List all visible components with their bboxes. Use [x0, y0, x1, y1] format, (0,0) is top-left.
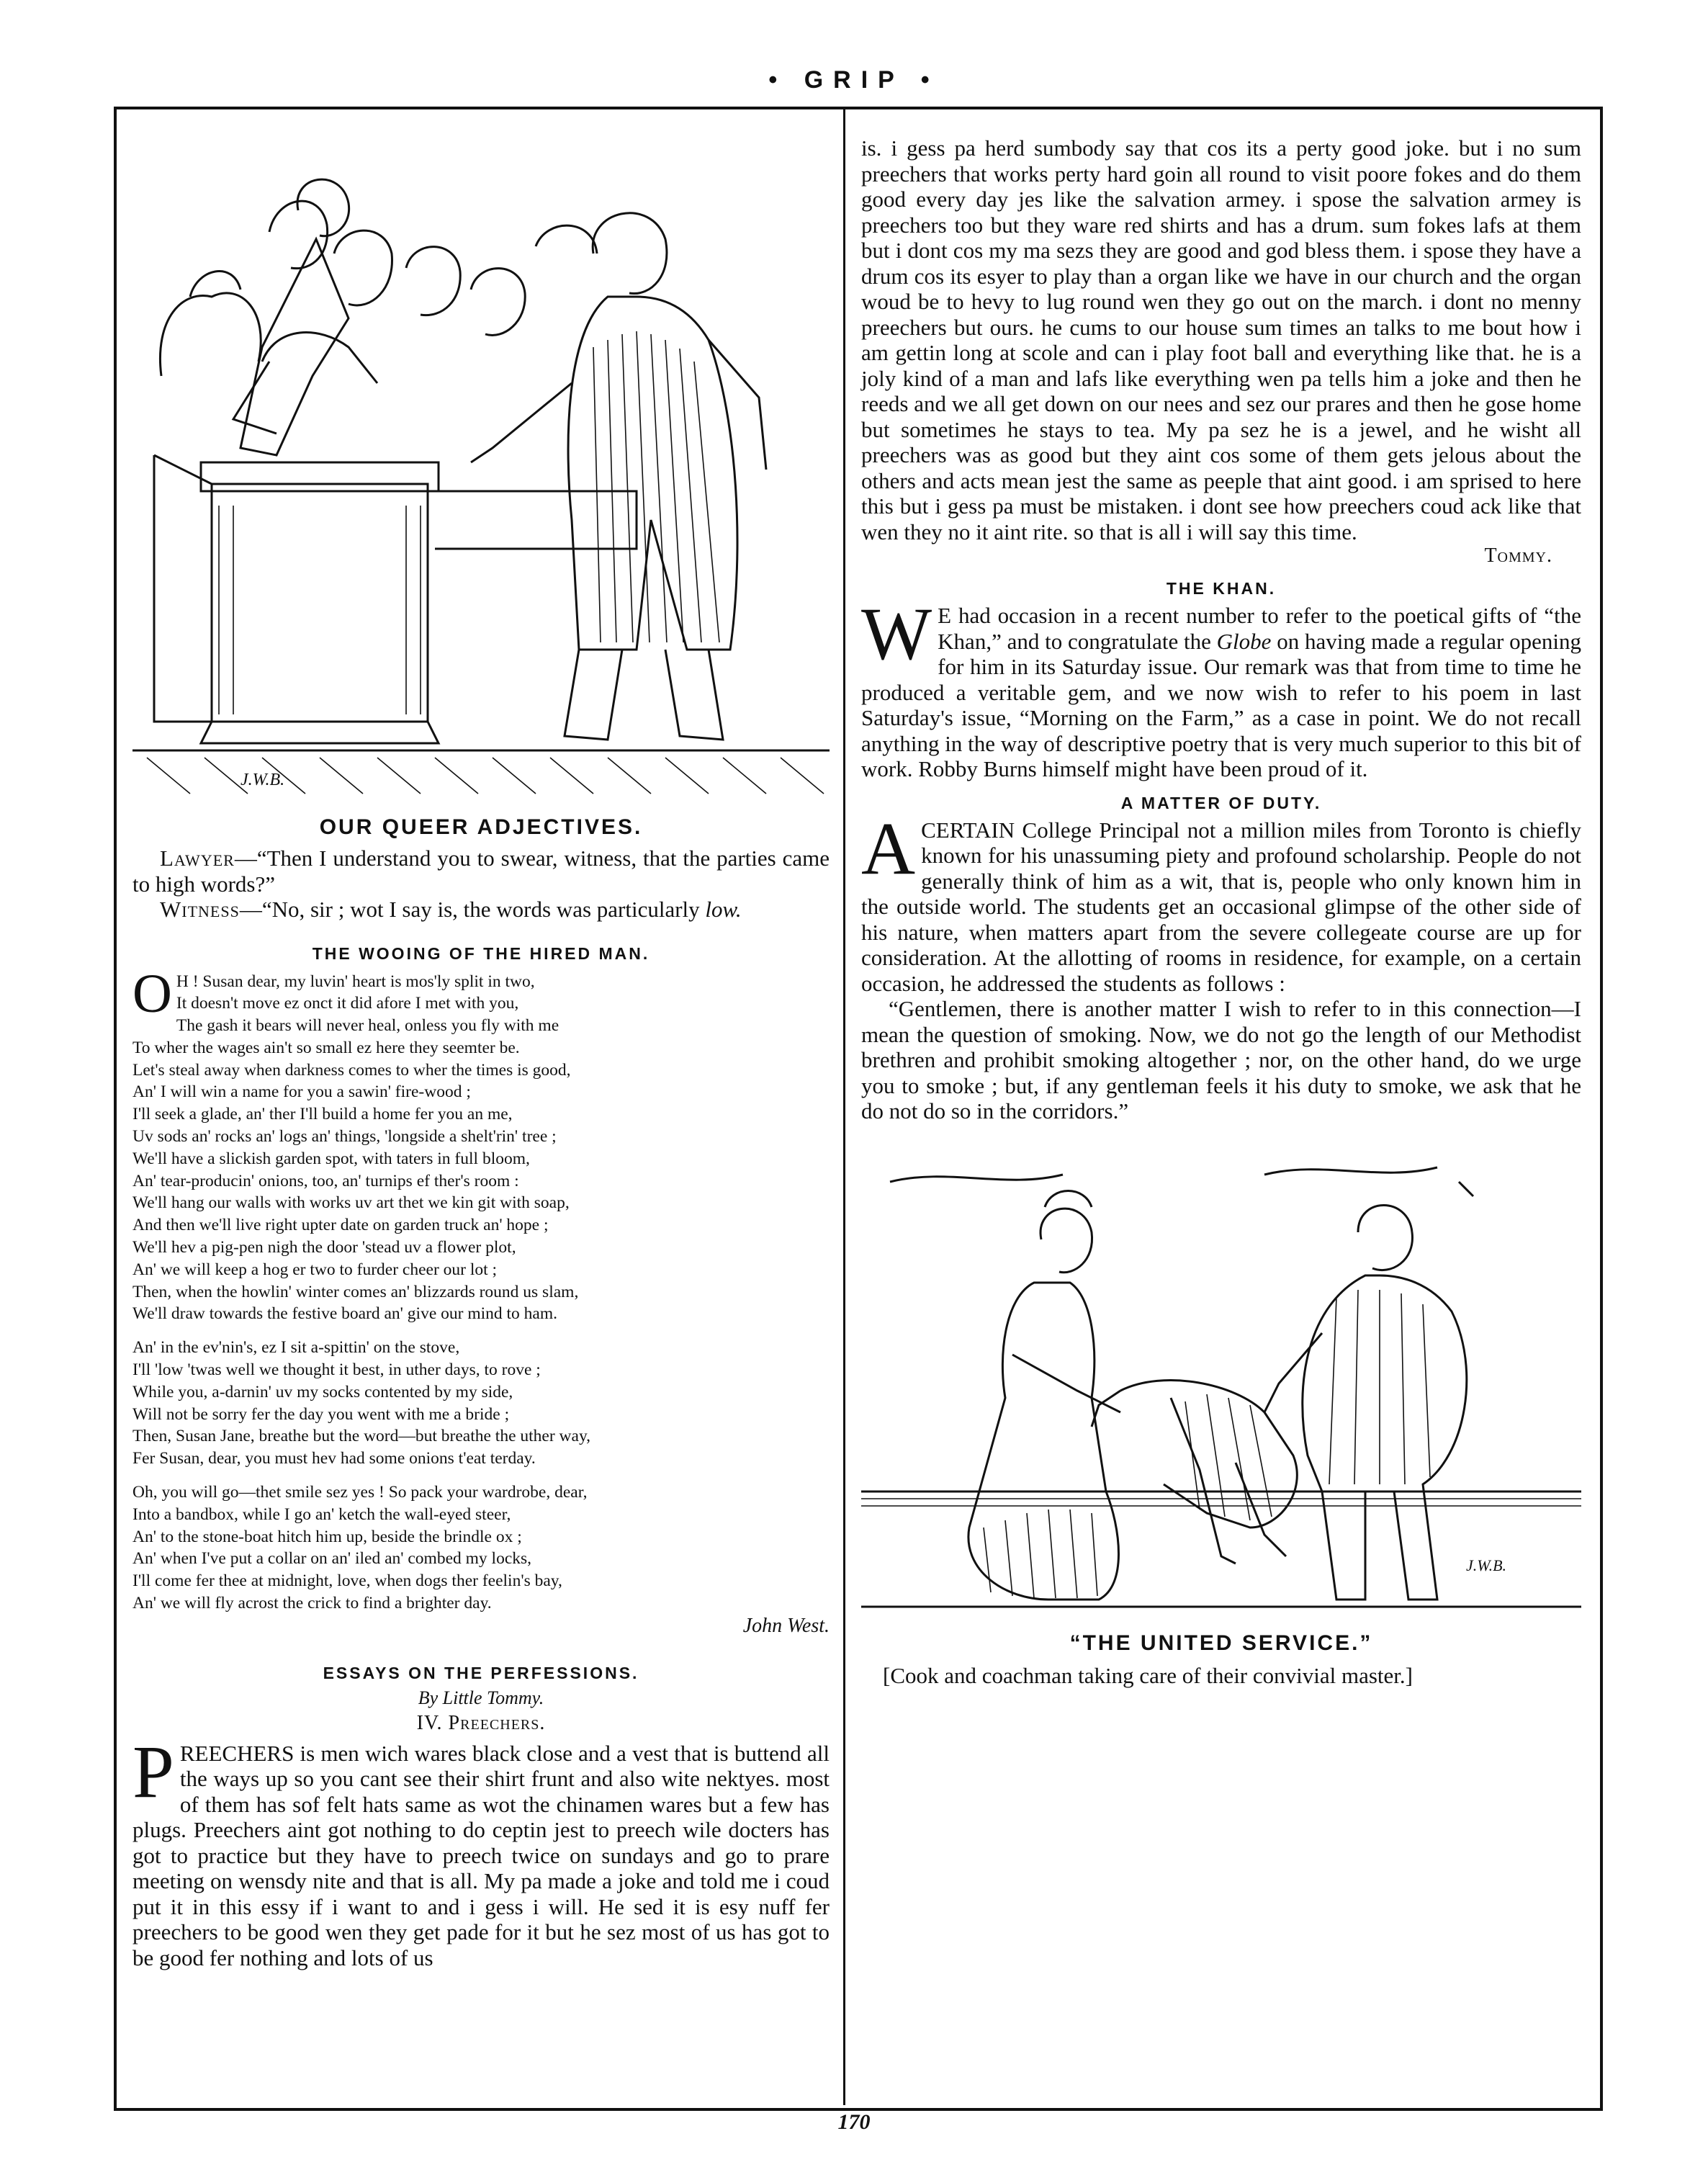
page-number: 170: [837, 2110, 871, 2134]
poem-line: The gash it bears will never heal, onless you fly with me: [176, 1016, 559, 1036]
poem-line: I'll 'low 'twas well we thought it best, in uther days, to rove ;: [132, 1360, 541, 1380]
poem-line: I'll seek a glade, an' ther I'll build a home fer you an me,: [132, 1105, 513, 1124]
poem-line: We'll draw towards the festive board an' give our mind to ham.: [132, 1304, 558, 1324]
essays-text: REECHERS is men wich wares black close and a vest that is buttend all the ways up so you cant see their shirt frunt and also wite nektyes. most of them has sof felt hats same as wot the chinamen wares but a few has plugs. Preechers aint got nothing to do ceptin jest to preech wile docters has got to practice but they have to preech twice on sundays and go to prare meeting on wensdy nite and that is all. My pa made a joke and told me i coud put it in this essy if i want to and i gess i will. He sed it is esy nuff fer preechers to be good wen they get pade for it but he sez most of us has got to be good fer nothing and lots of us: [132, 1740, 830, 1970]
duty-dropcap: A: [861, 807, 916, 890]
khan-text-a: E had occasion in a recent number to refer to the poetical gifts of “the Khan,” and to congratulate the: [938, 603, 1581, 654]
poem-line: An' to the stone-boat hitch him up, beside the brindle ox ;: [132, 1527, 522, 1546]
right-column: [861, 108, 1581, 1688]
essays-body: [132, 1730, 830, 1971]
poem-line: An' I will win a name for you a sawin' fire-wood ;: [132, 1082, 471, 1102]
witness-emphasis: low.: [705, 897, 742, 922]
poem-line: I'll come fer thee at midnight, love, when dogs ther feelin's bay,: [132, 1571, 562, 1591]
essays-section: [132, 1664, 830, 1971]
duty-body: [861, 807, 1581, 1124]
masthead: • GRIP •: [768, 66, 940, 94]
poem-line: To wher the wages ain't so small ez here they seemter be.: [132, 1038, 520, 1057]
stanza-3: [132, 1481, 830, 1615]
essays-subhead: IV. Preechers.: [416, 1711, 546, 1734]
poem-line: An' we will keep a hog er two to furder cheer our lot ;: [132, 1260, 498, 1279]
poem-line: Then, when the howlin' winter comes an' blizzards round us slam,: [132, 1282, 579, 1301]
stanza-1: [132, 963, 830, 1326]
cartoon2-subcaption: [Cook and coachman taking care of their convivial master.]: [883, 1662, 1413, 1688]
essays-byline: By Little Tommy.: [418, 1687, 544, 1708]
wooing-dropcap: O: [132, 963, 172, 1024]
essays-title: ESSAYS ON THE PERFESSIONS.: [323, 1663, 639, 1682]
poem-line: Then, Susan Jane, breathe but the word—but breathe the uther way,: [132, 1427, 591, 1446]
courtroom-cartoon: [132, 145, 830, 807]
poem-line: Let's steal away when darkness comes to wher the times is good,: [132, 1060, 571, 1080]
wooing-title: THE WOOING OF THE HIRED MAN.: [312, 943, 650, 963]
poem-line: We'll hev a pig-pen nigh the door 'stead uv a flower plot,: [132, 1238, 516, 1257]
cartoon2-subcaption-block: [861, 1663, 1581, 1689]
poem-line: While you, a-darnin' uv my socks contented by my side,: [132, 1382, 513, 1401]
poem-line: Fer Susan, dear, you must hev had some onions t'eat terday.: [132, 1449, 536, 1468]
duty-p2: “Gentlemen, there is another matter I wish to refer to in this connection—I mean the question of smoking. Now, we do not go the length of our Methodist brethren and prohibit smoking altogether ; nor, on the other hand, do we urge you to smoke ; but, if any gentleman feels it his duty to smoke, we ask that he do not do so in the corridors.”: [861, 996, 1581, 1123]
lawyer-line: —“Then I understand you to swear, witness, that the parties came to high words?”: [132, 845, 830, 897]
khan-text-b: on having made a regular opening for him in its Saturday issue. Our remark was that from time to time he produced a veritable gem, and we now wish to refer to his poem in last Saturday's issue, “Morning on the Farm,” as a case in point. We do not recall anything in the way of descriptive poetry that is very much superior to this bit of work. Robby Burns himself might have been proud of it.: [861, 628, 1581, 781]
duty-section: [861, 794, 1581, 1124]
poem-line: An' tear-producin' onions, too, an' turnips ef ther's room :: [132, 1171, 519, 1190]
column-divider: [843, 109, 845, 2105]
witness-speaker: Witness: [160, 897, 240, 922]
left-column: [132, 108, 830, 1970]
queer-adjectives-body: [132, 845, 830, 923]
poem-line: And then we'll live right upter date on garden truck an' hope ;: [132, 1216, 549, 1235]
cartoon2-signature: J.W.B.: [1466, 1556, 1507, 1574]
witness-line: —“No, sir ; wot I say is, the words was particularly: [239, 897, 706, 922]
poem-line: We'll have a slickish garden spot, with taters in full bloom,: [132, 1149, 530, 1168]
poem-line: Will not be sorry fer the day you went with me a bride ;: [132, 1404, 510, 1424]
khan-section: [861, 579, 1581, 782]
stanza-2: [132, 1337, 830, 1470]
united-service-cartoon: [861, 1153, 1581, 1621]
wooing-poem: [132, 944, 830, 1638]
poem-line: Oh, you will go—thet smile sez yes ! So pack your wardrobe, dear,: [132, 1483, 588, 1502]
khan-globe: Globe: [1216, 628, 1272, 654]
duty-title: A MATTER OF DUTY.: [1120, 793, 1322, 812]
essay-continued-text: is. i gess pa herd sumbody say that cos its a perty good joke. but i no sum preechers that works perty hard goin all round to visit poore fokes and do them good every day jes like the salvation armey. i spose the salvation armey is preechers too but they ware red shirts and has a drum. sum fokes lafs at them but i dont cos my ma sezs they are good and god bless them. i spose they have a drum cos its esyer to play than a organ like we have in our church and the organ woud be to hevy to lug round wen they go out on the march. i dont no menny preechers but ours. he cums to our house sum times an talks to me bout how i am gettin long at scole and can i play foot ball and everything like that. he is a joly kind of a man and lafs like everything wen pa tells him a joke and then he reeds and we all get down on our nees and sez our prares and then he gose home but sometimes he stays to tea. My pa sez he is a jewel, and he wisht all preechers was as good but they aint cos some of them gets jelous about the others and acts mean jest the same as peeple that aint good. i am sprised to here this but i gess pa must be mistaken. i dont see how preechers coud ack like that wen they no it aint rite. so that is all i will say this time.: [861, 135, 1581, 544]
poem-line: H ! Susan dear, my luvin' heart is mos'ly split in two,: [176, 972, 535, 991]
poem-line: An' we will fly acrost the crick to find a brighter day.: [132, 1594, 492, 1613]
poem-line: Uv sods an' rocks an' logs an' things, 'longside a shelt'rin' tree ;: [132, 1127, 557, 1147]
poem-line: An' when I've put a collar on an' iled an' combed my locks,: [132, 1549, 532, 1569]
courtroom-illustration: [132, 145, 830, 807]
poem-line: We'll hang our walls with works uv art thet we kin git with soap,: [132, 1193, 570, 1213]
lawyer-speaker: Lawyer: [160, 845, 235, 871]
khan-body: [861, 593, 1581, 782]
wooing-body: [132, 963, 830, 1615]
queer-adjectives-title: OUR QUEER ADJECTIVES.: [319, 815, 643, 839]
united-service-illustration: [861, 1153, 1581, 1621]
essays-dropcap: P: [132, 1730, 174, 1813]
essay-signature: Tommy.: [1484, 544, 1552, 567]
duty-p1: CERTAIN College Principal not a million miles from Toronto is chiefly known for his unassuming piety and profound scholarship. People do not generally think of him as a wit, that is, people who only known him in the outside world. The students get an occasional glimpse of the other side of his nature, when matters apart from the severe collegeate course are up for consideration. At the allotting of rooms in residence, for example, on a certain occasion, he addressed the students as follows :: [861, 817, 1581, 996]
khan-title: THE KHAN.: [1166, 579, 1277, 598]
poem-line: It doesn't move ez onct it did afore I met with you,: [176, 994, 519, 1013]
poem-line: Into a bandbox, while I go an' ketch the wall-eyed steer,: [132, 1504, 511, 1524]
khan-dropcap: W: [861, 593, 932, 676]
poem-line: An' in the ev'nin's, ez I sit a-spittin' on the stove,: [132, 1338, 460, 1358]
cartoon2-caption: “THE UNITED SERVICE.”: [1069, 1631, 1373, 1655]
cartoon-signature: J.W.B.: [241, 771, 285, 789]
poem-signature: John West.: [742, 1614, 830, 1637]
essay-continued: [861, 135, 1581, 544]
queer-adjectives: [132, 815, 830, 923]
